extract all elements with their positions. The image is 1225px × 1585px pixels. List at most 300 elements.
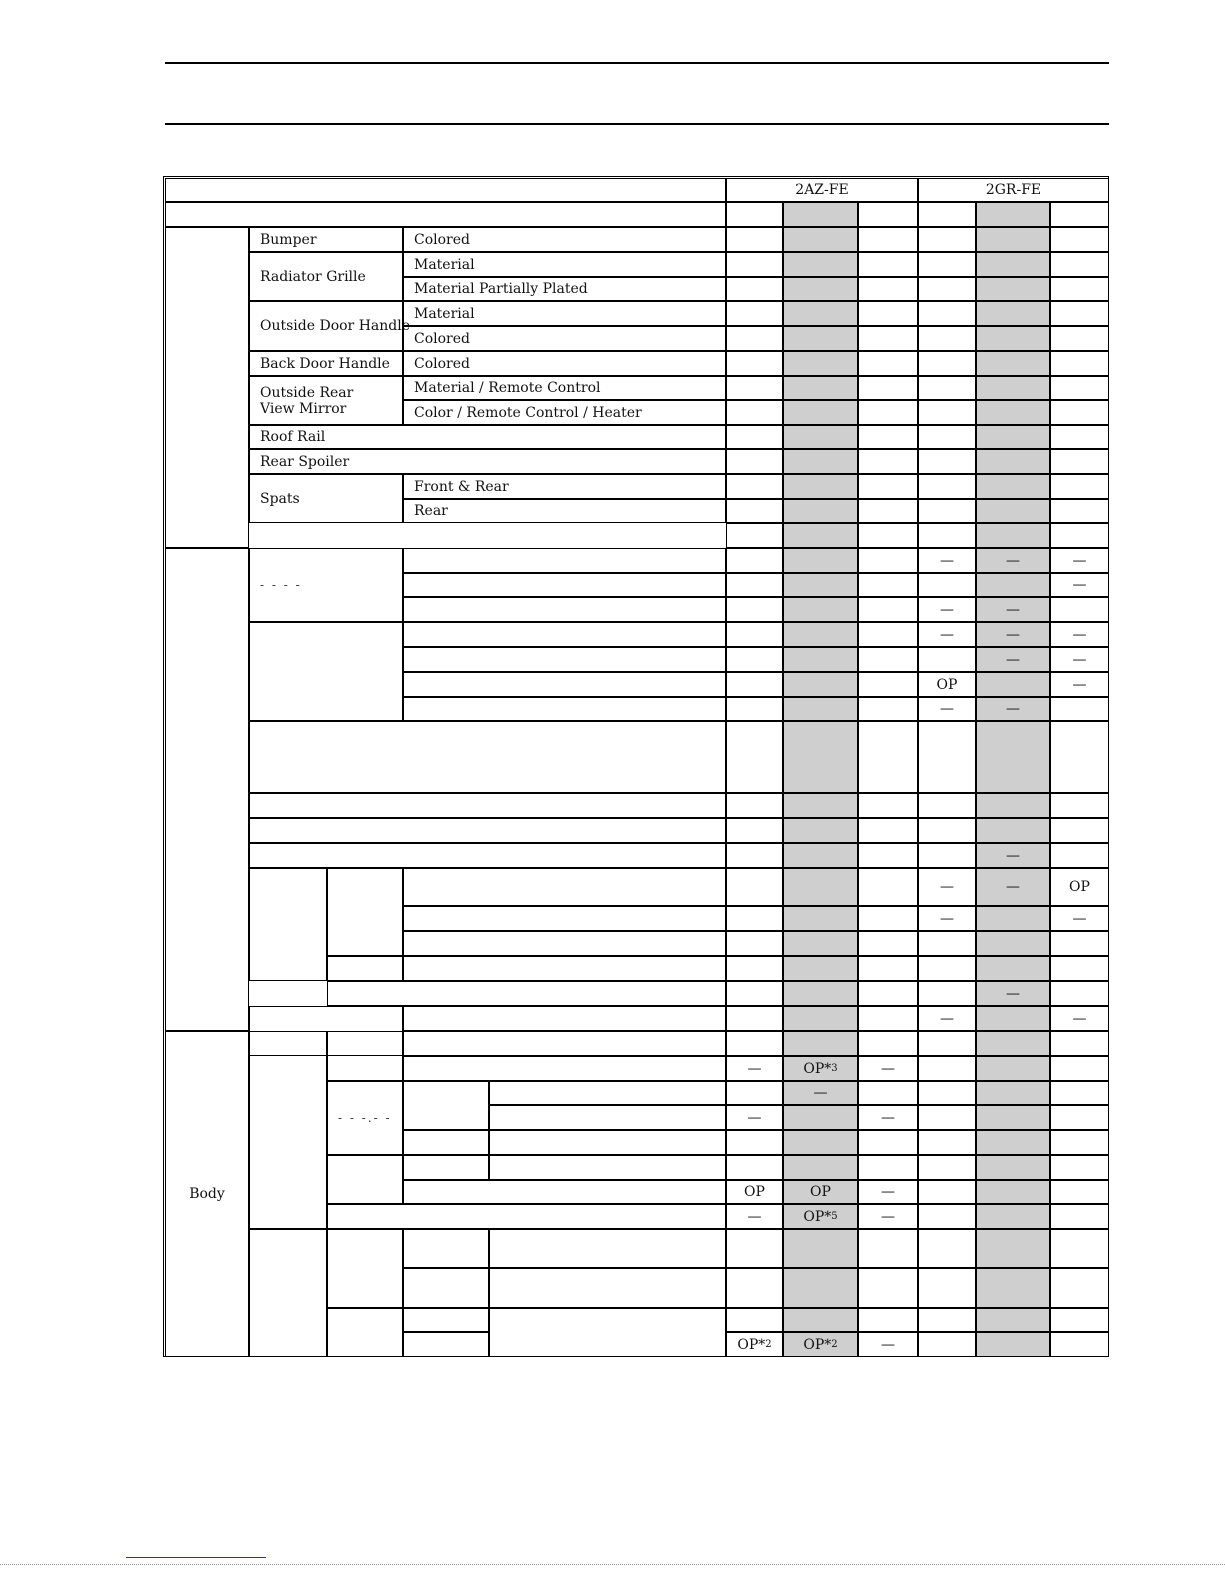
grade-header-cell — [858, 202, 918, 227]
value-cell — [783, 868, 858, 906]
value-cell — [726, 376, 783, 400]
item-back-door-handle: Back Door Handle — [249, 351, 403, 376]
value-cell — [858, 449, 918, 474]
value-cell — [858, 906, 918, 931]
grade-header-cell — [783, 202, 858, 227]
group-c2-sub — [403, 956, 726, 981]
value-cell — [976, 793, 1050, 818]
value-cell — [1050, 326, 1109, 351]
value-cell — [783, 277, 858, 301]
value-cell — [918, 499, 976, 523]
value-cell — [918, 818, 976, 843]
body-g2b-inner2 — [403, 1332, 489, 1357]
value-cell: — — [1050, 647, 1109, 672]
value-cell — [976, 1105, 1050, 1130]
group-c-label — [249, 868, 327, 981]
value-cell — [1050, 843, 1109, 868]
value-cell — [918, 1155, 976, 1180]
value-cell — [1050, 956, 1109, 981]
value-cell — [858, 647, 918, 672]
value-cell — [976, 1229, 1050, 1268]
value-cell — [783, 400, 858, 425]
value-cell — [783, 376, 858, 400]
value-cell — [858, 622, 918, 647]
value-cell — [783, 1268, 858, 1308]
value-cell — [726, 301, 783, 326]
value-cell — [726, 351, 783, 376]
value-cell — [858, 818, 918, 843]
value-cell: OP* 2 — [726, 1332, 783, 1357]
value-cell — [726, 956, 783, 981]
value-cell — [1050, 425, 1109, 449]
value-cell — [858, 721, 918, 793]
value-cell — [726, 277, 783, 301]
row-wide-2 — [249, 818, 726, 843]
row-wide-1 — [249, 721, 726, 793]
value-cell — [976, 1031, 1050, 1056]
value-cell — [783, 1229, 858, 1268]
value-cell — [918, 326, 976, 351]
grade-row-blank — [165, 202, 726, 227]
value-cell — [918, 981, 976, 1006]
group-b-label — [249, 622, 403, 721]
value-cell — [726, 1155, 783, 1180]
value-cell — [918, 1031, 976, 1056]
value-cell: — — [1050, 906, 1109, 931]
body-g1a-label — [327, 1031, 403, 1081]
group-a-sub1 — [403, 548, 726, 573]
value-cell: — — [858, 1204, 918, 1229]
sub-door-handle-material: Material — [403, 301, 726, 326]
value-cell — [976, 376, 1050, 400]
value-cell — [976, 523, 1050, 548]
group-a-sub2 — [403, 573, 726, 597]
body-g1c-sub2 — [403, 1180, 726, 1204]
value-cell — [726, 548, 783, 573]
value-cell — [858, 672, 918, 697]
value-cell: — — [858, 1180, 918, 1204]
value-cell — [918, 931, 976, 956]
value-cell — [726, 474, 783, 499]
value-cell — [858, 1229, 918, 1268]
value-cell — [976, 1308, 1050, 1332]
value-cell — [976, 449, 1050, 474]
value-cell — [783, 474, 858, 499]
value-cell — [918, 1130, 976, 1155]
value-cell — [976, 351, 1050, 376]
value-cell — [976, 1180, 1050, 1204]
value-cell — [858, 573, 918, 597]
value-cell — [783, 1130, 858, 1155]
body-group-2 — [249, 1229, 327, 1357]
value-cell — [1050, 793, 1109, 818]
value-cell — [858, 227, 918, 252]
value-cell — [1050, 301, 1109, 326]
value-cell — [783, 906, 858, 931]
value-cell — [858, 1081, 918, 1105]
value-cell — [1050, 1268, 1109, 1308]
item-outside-rear-view-mirror: Outside Rear View Mirror — [249, 376, 403, 425]
value-cell — [783, 548, 858, 573]
value-cell: OP — [1050, 868, 1109, 906]
group-c1-label — [327, 868, 403, 956]
value-cell: — — [976, 843, 1050, 868]
value-cell — [976, 1332, 1050, 1357]
value-cell — [783, 1105, 858, 1130]
value-cell: — — [783, 1081, 858, 1105]
value-cell — [783, 1155, 858, 1180]
group-b-sub2 — [403, 647, 726, 672]
body-g1c-sub1 — [489, 1155, 726, 1180]
sub-back-door-colored: Colored — [403, 351, 726, 376]
value-cell — [1050, 1105, 1109, 1130]
value-cell: — — [1050, 672, 1109, 697]
value-cell — [1050, 1204, 1109, 1229]
value-cell — [858, 1268, 918, 1308]
value-cell — [858, 931, 918, 956]
value-cell: — — [1050, 1006, 1109, 1031]
value-cell: — — [918, 868, 976, 906]
group-c1-sub2 — [403, 906, 726, 931]
engine-2gr-fe: 2GR-FE — [918, 178, 1109, 202]
value-cell — [976, 400, 1050, 425]
value-cell — [918, 1081, 976, 1105]
body-g2b-label — [327, 1308, 403, 1357]
body-g2a-sub2 — [489, 1268, 726, 1308]
value-cell — [858, 597, 918, 622]
section-2-label — [165, 548, 249, 1031]
value-cell — [1050, 1155, 1109, 1180]
item-bumper: Bumper — [249, 227, 403, 252]
body-g2a-sub1 — [489, 1229, 726, 1268]
value-cell — [783, 252, 858, 277]
value-cell — [726, 1229, 783, 1268]
sub-mirror-material-remote: Material / Remote Control — [403, 376, 726, 400]
grade-header-cell — [1050, 202, 1109, 227]
body-g1b-sub2 — [489, 1105, 726, 1130]
value-cell — [783, 499, 858, 523]
value-cell: OP — [918, 672, 976, 697]
value-cell — [726, 721, 783, 793]
value-cell — [726, 931, 783, 956]
body-g1a-sub2 — [403, 1056, 726, 1081]
group-c3-row — [327, 981, 726, 1006]
value-cell — [858, 1031, 918, 1056]
value-cell — [976, 906, 1050, 931]
value-cell: — — [976, 597, 1050, 622]
group-d-sub1 — [403, 1006, 726, 1031]
value-cell — [918, 523, 976, 548]
section-exterior-label — [165, 227, 249, 548]
value-cell — [858, 843, 918, 868]
value-cell — [1050, 227, 1109, 252]
value-cell — [918, 425, 976, 449]
value-cell — [1050, 1180, 1109, 1204]
value-cell — [918, 793, 976, 818]
footer-link-underline[interactable] — [126, 1557, 266, 1558]
row-wide-3 — [249, 843, 726, 868]
value-cell: — — [726, 1105, 783, 1130]
value-cell: OP — [783, 1180, 858, 1204]
value-cell: OP* 5 — [783, 1204, 858, 1229]
header-blank — [165, 178, 726, 202]
value-cell — [726, 818, 783, 843]
value-cell — [858, 697, 918, 721]
value-cell — [858, 523, 918, 548]
value-cell — [918, 449, 976, 474]
value-cell — [976, 956, 1050, 981]
value-cell — [976, 301, 1050, 326]
value-cell — [918, 1204, 976, 1229]
footer-dotted-rule — [0, 1564, 1225, 1565]
sub-spats-rear: Rear — [403, 499, 726, 523]
value-cell — [858, 1006, 918, 1031]
value-cell: — — [976, 981, 1050, 1006]
value-cell — [918, 573, 976, 597]
value-cell — [976, 818, 1050, 843]
value-cell — [918, 376, 976, 400]
body-g2a-inner2 — [403, 1268, 489, 1308]
value-cell — [858, 956, 918, 981]
item-roof-rail: Roof Rail — [249, 425, 726, 449]
value-cell — [1050, 474, 1109, 499]
item-spats: Spats — [249, 474, 403, 523]
value-cell: — — [976, 647, 1050, 672]
value-cell — [976, 1056, 1050, 1081]
value-cell: — — [976, 697, 1050, 721]
body-group-1 — [249, 1031, 327, 1229]
value-cell — [976, 1268, 1050, 1308]
value-cell — [783, 351, 858, 376]
value-cell — [858, 1308, 918, 1332]
grade-header-cell — [976, 202, 1050, 227]
value-cell: — — [1050, 622, 1109, 647]
value-cell — [918, 1229, 976, 1268]
value-cell — [1050, 523, 1109, 548]
value-cell — [783, 843, 858, 868]
value-cell: — — [918, 548, 976, 573]
value-cell — [783, 449, 858, 474]
value-cell — [783, 573, 858, 597]
value-cell — [918, 956, 976, 981]
value-cell — [976, 672, 1050, 697]
value-cell — [858, 1155, 918, 1180]
value-cell — [918, 301, 976, 326]
value-cell — [726, 843, 783, 868]
value-cell — [1050, 376, 1109, 400]
value-cell — [918, 1332, 976, 1357]
value-cell — [976, 326, 1050, 351]
row-wide-tall — [249, 793, 726, 818]
value-cell — [783, 697, 858, 721]
value-cell — [858, 376, 918, 400]
value-cell — [726, 906, 783, 931]
item-radiator-grille: Radiator Grille — [249, 252, 403, 301]
sub-bumper-colored: Colored — [403, 227, 726, 252]
value-cell — [858, 252, 918, 277]
value-cell — [726, 1006, 783, 1031]
section-body-label: Body — [165, 1031, 249, 1357]
value-cell — [858, 400, 918, 425]
sub-door-handle-colored: Colored — [403, 326, 726, 351]
value-cell — [783, 981, 858, 1006]
value-cell — [858, 425, 918, 449]
value-cell — [1050, 449, 1109, 474]
value-cell — [783, 523, 858, 548]
value-cell — [858, 301, 918, 326]
value-cell: — — [858, 1105, 918, 1130]
value-cell: — — [726, 1204, 783, 1229]
body-g1d-row — [327, 1204, 726, 1229]
value-cell — [1050, 981, 1109, 1006]
group-b-sub3 — [403, 672, 726, 697]
value-cell — [858, 351, 918, 376]
value-cell: — — [1050, 573, 1109, 597]
value-cell — [976, 1204, 1050, 1229]
group-b-sub1 — [403, 622, 726, 647]
value-cell — [783, 301, 858, 326]
value-cell — [918, 474, 976, 499]
value-cell — [783, 227, 858, 252]
value-cell: OP* 3 — [783, 1056, 858, 1081]
value-cell: OP* 2 — [783, 1332, 858, 1357]
group-b-sub4 — [403, 697, 726, 721]
value-cell — [726, 400, 783, 425]
sub-spats-front-rear: Front & Rear — [403, 474, 726, 499]
value-cell — [726, 1081, 783, 1105]
value-cell — [1050, 721, 1109, 793]
value-cell — [858, 277, 918, 301]
value-cell — [918, 227, 976, 252]
value-cell: — — [918, 697, 976, 721]
item-rear-spoiler: Rear Spoiler — [249, 449, 726, 474]
value-cell — [858, 326, 918, 351]
value-cell — [918, 1056, 976, 1081]
value-cell — [783, 425, 858, 449]
value-cell — [1050, 1056, 1109, 1081]
value-cell — [783, 1006, 858, 1031]
value-cell — [976, 425, 1050, 449]
value-cell — [976, 1081, 1050, 1105]
value-cell: — — [918, 1006, 976, 1031]
value-cell — [726, 672, 783, 697]
value-cell — [1050, 818, 1109, 843]
value-cell — [976, 721, 1050, 793]
value-cell — [783, 672, 858, 697]
value-cell — [726, 647, 783, 672]
value-cell — [976, 252, 1050, 277]
value-cell — [726, 1268, 783, 1308]
value-cell — [918, 1105, 976, 1130]
value-cell — [726, 499, 783, 523]
value-cell — [726, 227, 783, 252]
value-cell: — — [918, 906, 976, 931]
value-cell: — — [976, 622, 1050, 647]
value-cell — [783, 818, 858, 843]
value-cell — [726, 1308, 783, 1332]
value-cell — [858, 499, 918, 523]
value-cell — [1050, 252, 1109, 277]
value-cell — [1050, 697, 1109, 721]
value-cell — [726, 981, 783, 1006]
sub-grille-plated: Material Partially Plated — [403, 277, 726, 301]
value-cell — [976, 1130, 1050, 1155]
group-a-label: - - - - — [249, 548, 403, 622]
value-cell — [726, 252, 783, 277]
value-cell — [858, 548, 918, 573]
value-cell: — — [918, 597, 976, 622]
value-cell — [976, 227, 1050, 252]
value-cell — [1050, 1332, 1109, 1357]
value-cell — [783, 956, 858, 981]
value-cell — [1050, 597, 1109, 622]
body-g1b-label: - - -.- - — [327, 1081, 403, 1155]
value-cell — [726, 1031, 783, 1056]
value-cell — [858, 1130, 918, 1155]
sub-grille-material: Material — [403, 252, 726, 277]
value-cell — [976, 931, 1050, 956]
value-cell — [976, 499, 1050, 523]
value-cell — [918, 1180, 976, 1204]
value-cell: — — [976, 548, 1050, 573]
value-cell — [858, 474, 918, 499]
value-cell — [783, 931, 858, 956]
body-g1b-sub3 — [489, 1130, 726, 1155]
value-cell — [858, 793, 918, 818]
value-cell: — — [858, 1332, 918, 1357]
value-cell — [1050, 499, 1109, 523]
value-cell — [783, 326, 858, 351]
value-cell — [858, 868, 918, 906]
value-cell — [918, 277, 976, 301]
header-rule-bottom — [165, 123, 1109, 125]
value-cell — [726, 523, 783, 548]
item-outside-door-handle: Outside Door Handle — [249, 301, 403, 351]
value-cell — [918, 843, 976, 868]
body-g1b-sub1 — [489, 1081, 726, 1105]
group-a-sub3 — [403, 597, 726, 622]
value-cell — [918, 1308, 976, 1332]
body-g1c-label — [327, 1155, 403, 1204]
body-g2b-inner1 — [403, 1308, 489, 1332]
value-cell — [976, 1006, 1050, 1031]
body-g2b-sub — [489, 1308, 726, 1357]
value-cell — [1050, 1229, 1109, 1268]
value-cell — [726, 326, 783, 351]
value-cell — [1050, 931, 1109, 956]
value-cell — [783, 721, 858, 793]
value-cell — [1050, 1308, 1109, 1332]
value-cell — [726, 1130, 783, 1155]
value-cell — [783, 622, 858, 647]
value-cell — [726, 449, 783, 474]
body-g1a-sub1 — [403, 1031, 726, 1056]
value-cell — [976, 573, 1050, 597]
value-cell — [1050, 400, 1109, 425]
body-g1b-inner-label — [403, 1081, 489, 1130]
value-cell — [918, 252, 976, 277]
engine-2az-fe: 2AZ-FE — [726, 178, 918, 202]
value-cell — [1050, 1081, 1109, 1105]
value-cell — [918, 400, 976, 425]
body-g2a-inner1 — [403, 1229, 489, 1268]
value-cell — [976, 1155, 1050, 1180]
value-cell — [726, 425, 783, 449]
sub-mirror-color-remote-heater: Color / Remote Control / Heater — [403, 400, 726, 425]
value-cell — [783, 647, 858, 672]
value-cell — [783, 1031, 858, 1056]
value-cell — [976, 474, 1050, 499]
